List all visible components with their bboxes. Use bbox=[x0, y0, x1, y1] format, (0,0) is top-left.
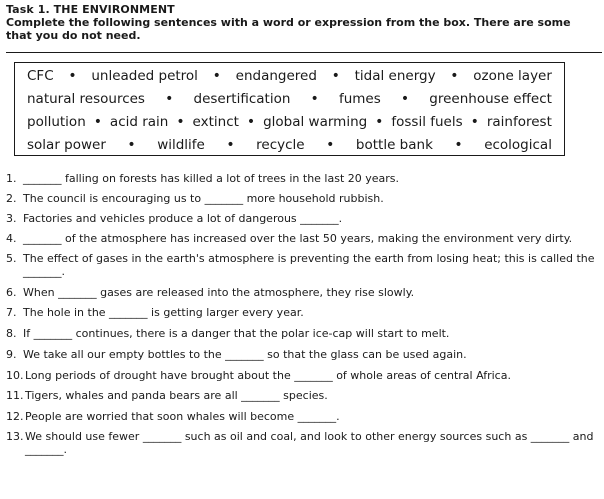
bullet-separator: • bbox=[68, 67, 77, 84]
bullet-separator: • bbox=[127, 136, 136, 153]
bullet-separator: • bbox=[93, 113, 102, 130]
question-number: 3. bbox=[6, 212, 17, 225]
word-box-term: desertification bbox=[193, 90, 291, 107]
word-box-term: extinct bbox=[192, 113, 239, 130]
bullet-separator: • bbox=[450, 67, 459, 84]
word-box-row bbox=[27, 133, 552, 156]
question-number: 5. bbox=[6, 252, 17, 265]
task-header bbox=[6, 3, 598, 42]
bullet-separator: • bbox=[165, 90, 174, 107]
divider bbox=[6, 52, 602, 53]
word-box bbox=[14, 62, 565, 156]
bullet-separator: • bbox=[226, 136, 235, 153]
bullet-separator: • bbox=[400, 90, 410, 107]
question-text: The council is encouraging us to _______ more household rubbish. bbox=[23, 192, 384, 205]
word-box-term: ecological bbox=[484, 136, 552, 153]
bullet-separator: • bbox=[454, 136, 463, 153]
word-box-term: tidal energy bbox=[354, 67, 436, 84]
bullet-separator: • bbox=[470, 113, 479, 130]
word-box-term: unleaded petrol bbox=[91, 67, 198, 84]
word-box-term: endangered bbox=[235, 67, 317, 84]
question-number: 12. bbox=[6, 410, 24, 423]
task-title: Task 1. THE ENVIRONMENT bbox=[6, 3, 175, 16]
question-item bbox=[6, 327, 598, 340]
task-instructions: Complete the following sentences with a word or expression from the box. There are some that you do not need. bbox=[6, 16, 571, 42]
question-number: 4. bbox=[6, 232, 17, 245]
word-box-term: CFC bbox=[27, 67, 54, 84]
question-item bbox=[6, 232, 598, 245]
word-box-term: ozone layer bbox=[473, 67, 552, 84]
word-box-term: fumes bbox=[338, 90, 381, 107]
question-number: 10. bbox=[6, 369, 24, 382]
question-text: We should use fewer _______ such as oil and coal, and look to other energy sources such as _______ and _______. bbox=[25, 430, 594, 456]
question-text: The hole in the _______ is getting larger every year. bbox=[23, 306, 304, 319]
question-item bbox=[6, 430, 598, 456]
question-number: 6. bbox=[6, 286, 17, 299]
question-number: 7. bbox=[6, 306, 17, 319]
word-box-term: fossil fuels bbox=[391, 113, 463, 130]
word-box-term: wildlife bbox=[157, 136, 205, 153]
question-item bbox=[6, 389, 598, 402]
question-list bbox=[6, 172, 598, 456]
question-number: 9. bbox=[6, 348, 17, 361]
question-item bbox=[6, 306, 598, 319]
question-item bbox=[6, 252, 598, 278]
question-text: When _______ gases are released into the atmosphere, they rise slowly. bbox=[23, 286, 415, 299]
word-box-term: pollution bbox=[27, 113, 86, 130]
question-text: Factories and vehicles produce a lot of dangerous _______. bbox=[23, 212, 343, 225]
word-box-term: bottle bank bbox=[355, 136, 433, 153]
question-text: _______ falling on forests has killed a lot of trees in the last 20 years. bbox=[23, 172, 400, 185]
word-box-term: solar power bbox=[27, 136, 106, 153]
question-text: The effect of gases in the earth's atmosphere is preventing the earth from losing heat; this is called the _______. bbox=[23, 252, 595, 278]
bullet-separator: • bbox=[176, 113, 185, 130]
word-box-term: recycle bbox=[256, 136, 305, 153]
question-item bbox=[6, 192, 598, 205]
question-text: We take all our empty bottles to the _______ so that the glass can be used again. bbox=[23, 348, 467, 361]
question-number: 13. bbox=[6, 430, 24, 443]
word-box-row bbox=[27, 110, 552, 133]
bullet-separator: • bbox=[326, 136, 335, 153]
question-number: 8. bbox=[6, 327, 17, 340]
question-item bbox=[6, 212, 598, 225]
question-item bbox=[6, 286, 598, 299]
bullet-separator: • bbox=[212, 67, 221, 84]
word-box-term: acid rain bbox=[109, 113, 169, 130]
bullet-separator: • bbox=[331, 67, 340, 84]
bullet-separator: • bbox=[310, 90, 319, 107]
question-item bbox=[6, 348, 598, 361]
question-number: 1. bbox=[6, 172, 17, 185]
question-text: Long periods of drought have brought about the _______ of whole areas of central Africa. bbox=[25, 369, 511, 382]
word-box-term: rainforest bbox=[486, 113, 552, 130]
word-box-term: natural resources bbox=[27, 90, 145, 107]
word-box-row bbox=[27, 64, 552, 87]
question-text: If _______ continues, there is a danger that the polar ice-cap will start to melt. bbox=[23, 327, 450, 340]
question-text: Tigers, whales and panda bears are all _______ species. bbox=[25, 389, 328, 402]
question-number: 2. bbox=[6, 192, 17, 205]
question-number: 11. bbox=[6, 389, 24, 402]
question-item bbox=[6, 369, 598, 382]
question-item bbox=[6, 172, 598, 185]
question-item bbox=[6, 410, 598, 423]
word-box-term: greenhouse effect bbox=[429, 90, 552, 107]
question-text: People are worried that soon whales will become _______. bbox=[25, 410, 340, 423]
bullet-separator: • bbox=[246, 113, 256, 130]
word-box-row bbox=[27, 87, 552, 110]
question-text: _______ of the atmosphere has increased over the last 50 years, making the environment very dirty. bbox=[23, 232, 573, 245]
word-box-term: global warming bbox=[263, 113, 368, 130]
bullet-separator: • bbox=[375, 113, 384, 130]
